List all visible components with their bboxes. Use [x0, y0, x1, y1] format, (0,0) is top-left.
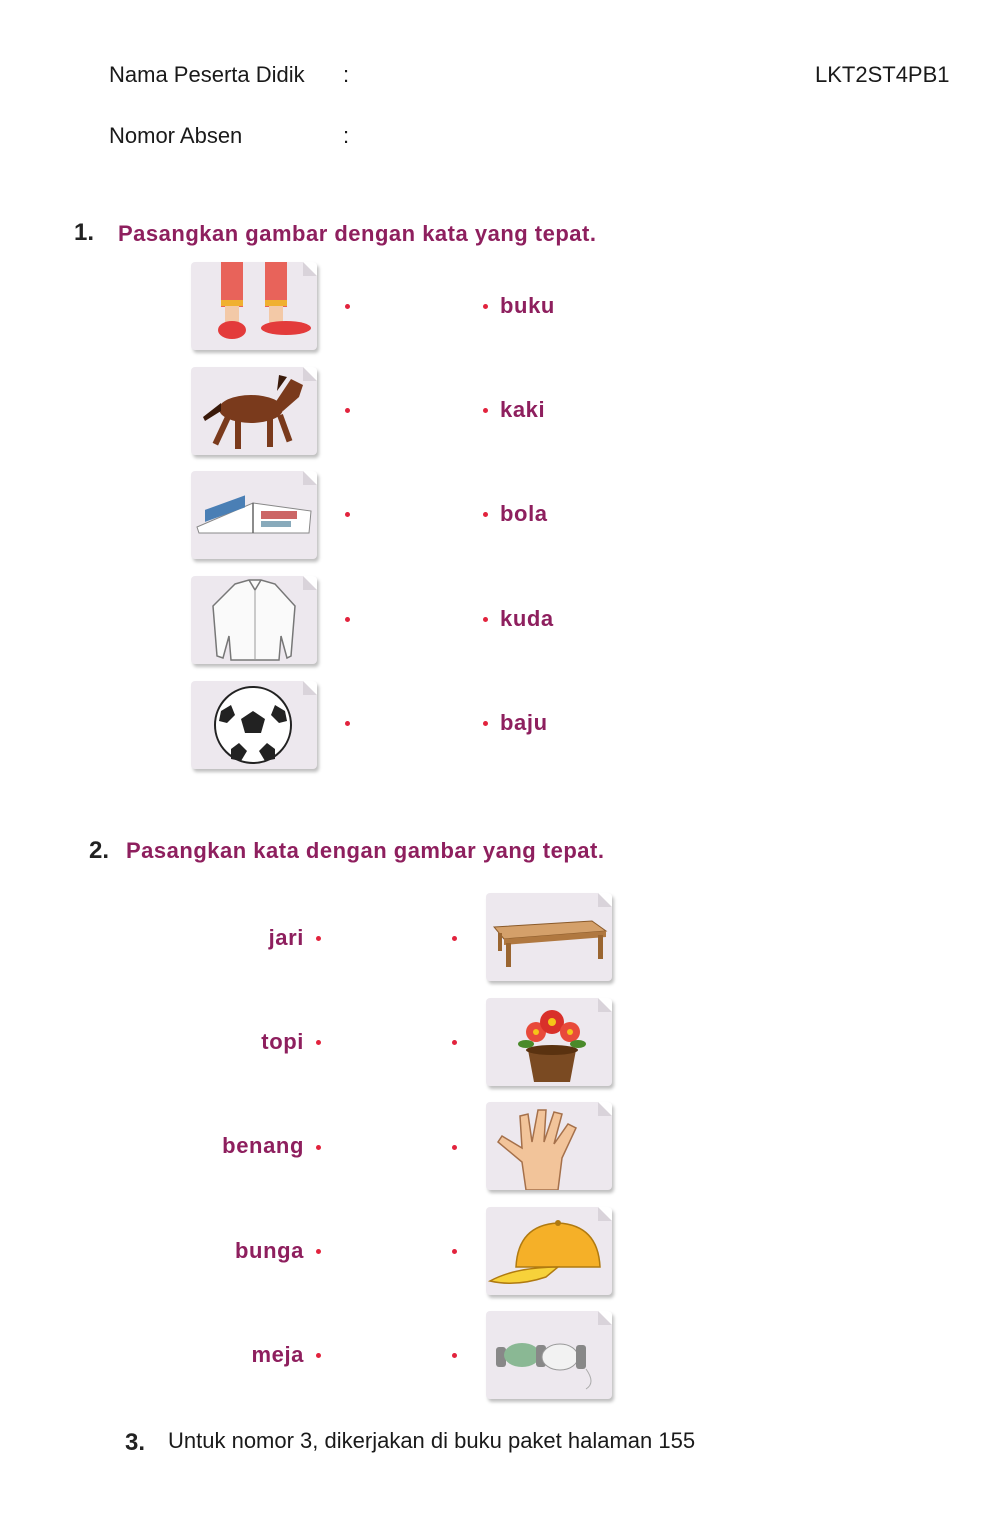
flower-pot-image	[486, 998, 612, 1086]
q1-word-dot[interactable]	[483, 617, 488, 622]
thread-spool-image	[486, 1311, 612, 1399]
q2-word: jari	[268, 925, 304, 950]
q1-word-dot[interactable]	[483, 721, 488, 726]
q2-picture-dot[interactable]	[452, 1145, 457, 1150]
q2-number: 2.	[89, 837, 110, 864]
q2-word: benang	[222, 1133, 304, 1158]
q2-word: meja	[251, 1342, 304, 1367]
absen-colon: :	[343, 123, 350, 148]
q1-word-dot[interactable]	[483, 512, 488, 517]
q2-word-dot[interactable]	[316, 1249, 321, 1254]
q1-word: kuda	[500, 606, 554, 631]
q1-word: baju	[500, 710, 548, 735]
cap-image	[486, 1207, 612, 1295]
q2-word: bunga	[235, 1238, 304, 1263]
feet-image	[191, 262, 317, 350]
q3-number: 3.	[125, 1429, 146, 1456]
name-colon: :	[343, 62, 350, 87]
q3-text: Untuk nomor 3, dikerjakan di buku paket halaman 155	[168, 1428, 696, 1453]
q2-word-dot[interactable]	[316, 1040, 321, 1045]
q2-instruction: Pasangkan kata dengan gambar yang tepat.	[126, 838, 605, 863]
ball-image	[191, 681, 317, 769]
q1-number: 1.	[74, 219, 95, 246]
q1-picture-dot[interactable]	[345, 721, 350, 726]
q2-word-dot[interactable]	[316, 936, 321, 941]
q1-instruction: Pasangkan gambar dengan kata yang tepat.	[118, 221, 597, 246]
q2-picture-dot[interactable]	[452, 1040, 457, 1045]
q2-picture-dot[interactable]	[452, 936, 457, 941]
book-image	[191, 471, 317, 559]
q1-word: bola	[500, 501, 548, 526]
name-label: Nama Peserta Didik	[109, 62, 305, 87]
shirt-image	[191, 576, 317, 664]
hand-image	[486, 1102, 612, 1190]
q1-picture-dot[interactable]	[345, 617, 350, 622]
q1-word-dot[interactable]	[483, 304, 488, 309]
q1-word: kaki	[500, 397, 546, 422]
q1-picture-dot[interactable]	[345, 512, 350, 517]
table-image	[486, 893, 612, 981]
q2-word-dot[interactable]	[316, 1353, 321, 1358]
q1-picture-dot[interactable]	[345, 304, 350, 309]
horse-image	[191, 367, 317, 455]
q2-picture-dot[interactable]	[452, 1249, 457, 1254]
q1-word: buku	[500, 293, 555, 318]
q1-word-dot[interactable]	[483, 408, 488, 413]
q2-word: topi	[261, 1029, 304, 1054]
q2-picture-dot[interactable]	[452, 1353, 457, 1358]
q2-word-dot[interactable]	[316, 1145, 321, 1150]
q1-picture-dot[interactable]	[345, 408, 350, 413]
absen-label: Nomor Absen	[109, 123, 243, 148]
worksheet-code: LKT2ST4PB1	[815, 62, 950, 87]
